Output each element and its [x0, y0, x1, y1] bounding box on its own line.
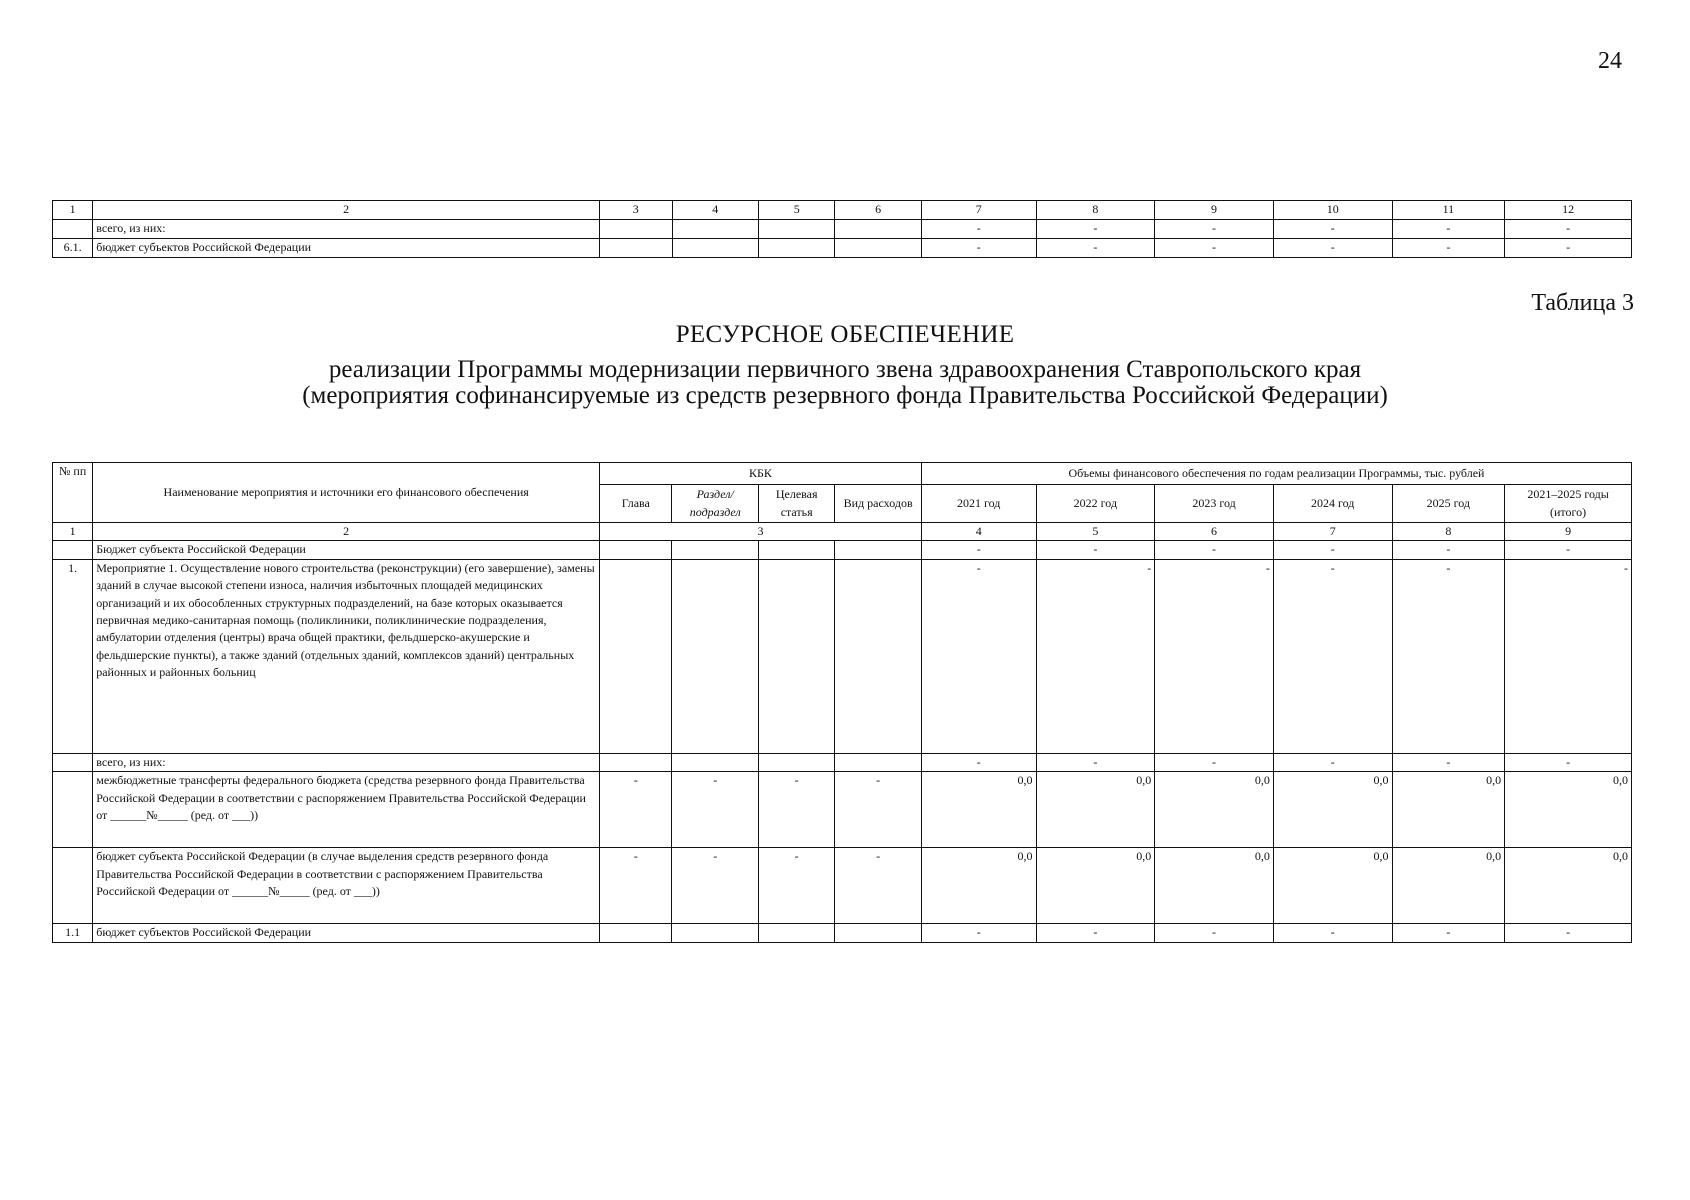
value-cell: - — [1392, 220, 1505, 239]
value-cell: - — [1155, 559, 1274, 753]
value-cell: 0,0 — [1273, 772, 1392, 848]
table-row — [53, 220, 1632, 239]
row-name: всего, из них: — [93, 753, 600, 771]
value-cell: - — [1505, 924, 1632, 942]
header-cell: 7 — [921, 201, 1036, 220]
header-year-col: 2022 год — [1036, 485, 1155, 523]
kbk-cell: - — [835, 848, 922, 924]
kbk-cell — [758, 924, 834, 942]
header-cell: 1 — [53, 201, 93, 220]
index-cell: 3 — [600, 523, 922, 541]
row-name: бюджет субъекта Российской Федерации (в случае выделения средств резервного фонда Правительства Российской Федерации в соответствии с распоряжением Правительства Российской Федерации от ______№_____ (ред. от ___)) — [93, 848, 600, 924]
table-row — [53, 772, 1632, 848]
row-name: всего, из них: — [93, 220, 600, 239]
header-year-col: 2021–2025 годы (итого) — [1505, 485, 1632, 523]
kbk-cell — [672, 541, 758, 559]
index-cell: 1 — [53, 523, 93, 541]
value-cell: - — [1273, 753, 1392, 771]
value-cell: - — [1273, 541, 1392, 559]
header-cell: 6 — [835, 201, 921, 220]
table-label: Таблица 3 — [1531, 290, 1634, 316]
table-row — [53, 753, 1632, 771]
kbk-cell — [600, 559, 672, 753]
value-cell: - — [1155, 220, 1274, 239]
value-cell: 0,0 — [1036, 772, 1155, 848]
kbk-cell — [600, 924, 672, 942]
value-cell: - — [1273, 559, 1392, 753]
index-cell: 7 — [1273, 523, 1392, 541]
row-name: бюджет субъектов Российской Федерации — [93, 924, 600, 942]
kbk-cell: - — [672, 848, 758, 924]
value-cell: - — [1036, 753, 1155, 771]
kbk-cell — [758, 541, 834, 559]
row-name: Мероприятие 1. Осуществление нового строительства (реконструкции) (его завершение), замены зданий в случае высокой степени износа, наличия избыточных площадей медицинских организаций и их обособленных структурных подразделений, на базе которых оказывается первичная медико-санитарная помощь (поликлиники, поликлинические подразделения, амбулатории отделения (центры) врача общей практики, фельдшерско-акушерские и фельдшерские пункты), а также зданий (отдельных зданий, комплексов зданий) центральных районных и районных больниц — [93, 559, 600, 753]
kbk-cell — [672, 753, 758, 771]
header-cell: 10 — [1273, 201, 1392, 220]
row-number — [53, 753, 93, 771]
row-number: 1. — [53, 559, 93, 753]
kbk-cell — [835, 924, 922, 942]
value-cell: - — [1392, 753, 1505, 771]
subtitle-line-1: реализации Программы модернизации первичного звена здравоохранения Ставропольского края — [328, 356, 1362, 383]
kbk-cell — [600, 239, 672, 258]
kbk-cell — [672, 239, 758, 258]
row-number — [53, 220, 93, 239]
kbk-cell — [672, 924, 758, 942]
value-cell: 0,0 — [1505, 848, 1632, 924]
value-cell: - — [1392, 239, 1505, 258]
header-kbk: КБК — [600, 463, 922, 485]
row-name: межбюджетные трансферты федерального бюджета (средства резервного фонда Правительства Российской Федерации в соответствии с распоряжением Правительства Российской Федерации от ______№_____ (ред. от ___)) — [93, 772, 600, 848]
row-number — [53, 848, 93, 924]
header-kbk-col: Вид расходов — [835, 485, 922, 523]
index-cell: 9 — [1505, 523, 1632, 541]
value-cell: - — [1505, 753, 1632, 771]
index-cell: 6 — [1155, 523, 1274, 541]
index-cell: 4 — [921, 523, 1036, 541]
kbk-cell — [835, 220, 921, 239]
header-cell: 12 — [1505, 201, 1632, 220]
value-cell: - — [1505, 239, 1632, 258]
value-cell: - — [1273, 220, 1392, 239]
header-volumes: Объемы финансового обеспечения по годам реализации Программы, тыс. рублей — [921, 463, 1631, 485]
kbk-cell: - — [758, 848, 834, 924]
table-row — [53, 541, 1632, 559]
kbk-cell — [835, 559, 922, 753]
row-number: 6.1. — [53, 239, 93, 258]
value-cell: - — [1392, 559, 1505, 753]
value-cell: - — [921, 924, 1036, 942]
value-cell: - — [1392, 924, 1505, 942]
kbk-cell — [758, 220, 834, 239]
kbk-cell — [600, 220, 672, 239]
kbk-cell — [758, 239, 834, 258]
value-cell: - — [1036, 220, 1155, 239]
kbk-cell — [672, 220, 758, 239]
value-cell: 0,0 — [921, 848, 1036, 924]
header-year-col: 2025 год — [1392, 485, 1505, 523]
value-cell: - — [1155, 541, 1274, 559]
value-cell: - — [921, 541, 1036, 559]
value-cell: - — [1392, 541, 1505, 559]
value-cell: 0,0 — [1273, 848, 1392, 924]
header-year-col: 2021 год — [921, 485, 1036, 523]
value-cell: - — [1273, 924, 1392, 942]
resource-table — [52, 462, 1632, 943]
kbk-cell: - — [672, 772, 758, 848]
kbk-cell — [835, 753, 922, 771]
header-kbk-col: Целевая статья — [758, 485, 834, 523]
top-table — [52, 200, 1632, 258]
value-cell: 0,0 — [1392, 772, 1505, 848]
header-kbk-col: Глава — [600, 485, 672, 523]
kbk-cell — [835, 239, 921, 258]
row-number — [53, 772, 93, 848]
header-cell: 8 — [1036, 201, 1155, 220]
value-cell: - — [1036, 559, 1155, 753]
value-cell: 0,0 — [921, 772, 1036, 848]
kbk-cell — [600, 541, 672, 559]
kbk-cell — [758, 753, 834, 771]
value-cell: - — [1155, 924, 1274, 942]
kbk-cell — [835, 541, 922, 559]
page-number: 24 — [1598, 48, 1622, 74]
value-cell: - — [1036, 924, 1155, 942]
value-cell: - — [921, 220, 1036, 239]
value-cell: 0,0 — [1392, 848, 1505, 924]
table-row — [53, 239, 1632, 258]
kbk-cell — [672, 559, 758, 753]
subtitle-line-2: (мероприятия софинансируемые из средств резервного фонда Правительства Российской Федерации) — [302, 382, 1388, 409]
table-row — [53, 924, 1632, 942]
header-cell: 5 — [758, 201, 834, 220]
value-cell: - — [1505, 559, 1632, 753]
row-number: 1.1 — [53, 924, 93, 942]
value-cell: - — [921, 753, 1036, 771]
header-name: Наименование мероприятия и источники его финансового обеспечения — [93, 463, 600, 523]
row-number — [53, 541, 93, 559]
row-name: бюджет субъектов Российской Федерации — [93, 239, 600, 258]
header-year-col: 2024 год — [1273, 485, 1392, 523]
value-cell: - — [1505, 220, 1632, 239]
kbk-cell: - — [600, 848, 672, 924]
value-cell: 0,0 — [1036, 848, 1155, 924]
kbk-cell: - — [758, 772, 834, 848]
top-table-header-row — [53, 201, 1632, 220]
table-row — [53, 848, 1632, 924]
header-cell: 3 — [600, 201, 672, 220]
value-cell: 0,0 — [1155, 772, 1274, 848]
header-year-col: 2023 год — [1155, 485, 1274, 523]
header-num: № пп — [53, 463, 93, 523]
index-cell: 5 — [1036, 523, 1155, 541]
header-kbk-col: Раздел/ подраздел — [672, 485, 758, 523]
value-cell: - — [1155, 239, 1274, 258]
header-cell: 9 — [1155, 201, 1274, 220]
header-cell: 2 — [93, 201, 600, 220]
document-subtitle — [0, 357, 1690, 409]
header-row-1 — [53, 463, 1632, 485]
kbk-cell: - — [835, 772, 922, 848]
value-cell: - — [1036, 541, 1155, 559]
value-cell: - — [921, 559, 1036, 753]
index-cell: 2 — [93, 523, 600, 541]
header-cell: 4 — [672, 201, 758, 220]
value-cell: - — [1155, 753, 1274, 771]
kbk-cell — [600, 753, 672, 771]
table-row — [53, 559, 1632, 753]
row-name: Бюджет субъекта Российской Федерации — [93, 541, 600, 559]
value-cell: - — [1505, 541, 1632, 559]
value-cell: 0,0 — [1505, 772, 1632, 848]
index-row — [53, 523, 1632, 541]
value-cell: 0,0 — [1155, 848, 1274, 924]
kbk-cell — [758, 559, 834, 753]
value-cell: - — [1273, 239, 1392, 258]
header-cell: 11 — [1392, 201, 1505, 220]
value-cell: - — [921, 239, 1036, 258]
kbk-cell: - — [600, 772, 672, 848]
index-cell: 8 — [1392, 523, 1505, 541]
value-cell: - — [1036, 239, 1155, 258]
document-title: РЕСУРСНОЕ ОБЕСПЕЧЕНИЕ — [675, 321, 1015, 348]
